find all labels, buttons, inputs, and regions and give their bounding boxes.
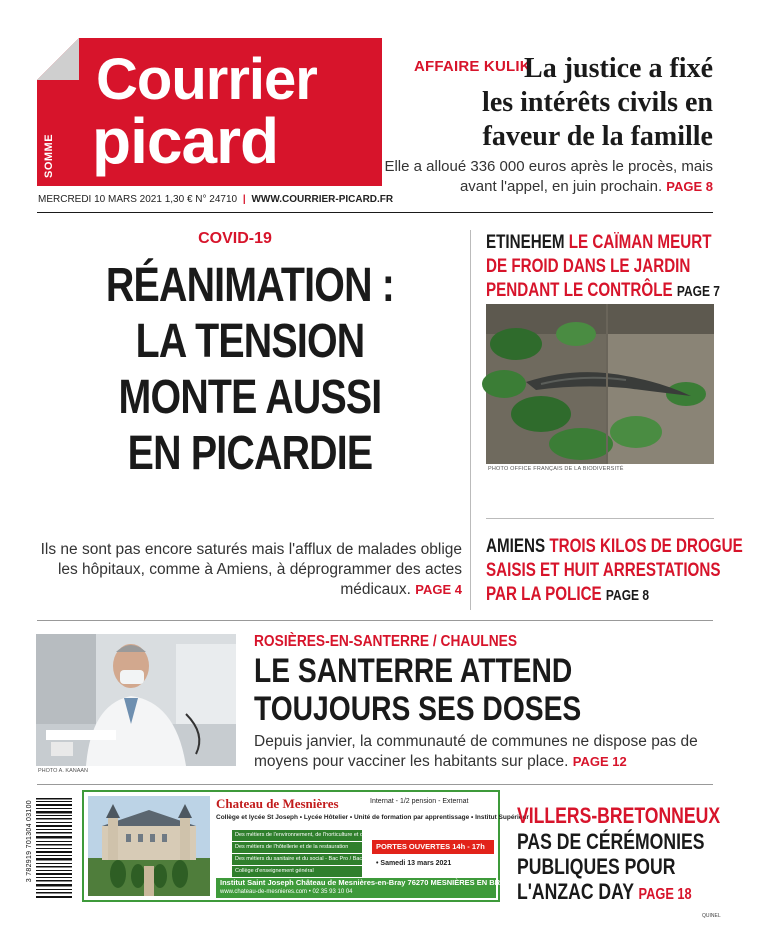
column-divider bbox=[470, 230, 471, 610]
kulik-page-ref[interactable]: PAGE 8 bbox=[666, 179, 713, 194]
etinehem-headline-line: DE FROID DANS LE JARDIN bbox=[486, 256, 691, 277]
santerre-headline[interactable] bbox=[254, 652, 581, 728]
santerre-photo-credit: PHOTO A. KANAAN bbox=[38, 768, 89, 774]
price-issue: 1,30 € N° 24710 bbox=[164, 194, 238, 205]
santerre-summary bbox=[254, 732, 714, 772]
amiens-story[interactable] bbox=[486, 535, 756, 608]
logo-fold-shadow bbox=[37, 38, 79, 80]
santerre-headline-line: LE SANTERRE ATTEND bbox=[254, 652, 573, 690]
website-link[interactable]: WWW.COURRIER-PICARD.FR bbox=[251, 194, 394, 205]
santerre-body-text: Depuis janvier, la communauté de communes ne dispose pas de moyens pour vacciner les habitants sur place. bbox=[254, 733, 698, 770]
top-divider bbox=[37, 212, 713, 213]
villers-page-ref: PAGE 18 bbox=[638, 886, 692, 903]
amiens-page-ref: PAGE 8 bbox=[605, 587, 650, 604]
covid-tag: COVID-19 bbox=[198, 230, 272, 247]
issue-date: MERCREDI 10 MARS 2021 bbox=[38, 194, 162, 205]
kulik-headline[interactable] bbox=[413, 52, 713, 154]
advert-footer-address: Institut Saint Joseph Château de Mesnières-en-Bray 76270 MESNIÈRES EN BRAY bbox=[220, 878, 510, 887]
advert-footer-contact: www.chateau-de-mesnieres.com • 02 35 93 10 04 bbox=[220, 889, 353, 895]
barcode bbox=[36, 796, 72, 900]
amiens-headline-line: TROIS KILOS DE DROGUE bbox=[549, 536, 743, 557]
kulik-headline-line: La justice a fixé bbox=[524, 53, 713, 84]
main-headline-line: EN PICARDIE bbox=[127, 427, 373, 480]
barcode-number: 3 782919 701304 03100 bbox=[26, 800, 33, 883]
villers-headline-line: PAS DE CÉRÉMONIES bbox=[517, 829, 705, 854]
main-summary bbox=[30, 540, 462, 600]
kulik-headline-line: les intérêts civils en bbox=[482, 87, 713, 118]
villers-headline-line: L'ANZAC DAY bbox=[517, 879, 634, 904]
dateline: MERCREDI 10 MARS 2021 1,30 € N° 24710 | WWW.COURRIER-PICARD.FR bbox=[38, 194, 394, 205]
advert-title: Chateau de Mesnières bbox=[216, 796, 339, 811]
main-page-ref[interactable]: PAGE 4 bbox=[415, 582, 462, 597]
santerre-tag: ROSIÈRES-EN-SANTERRE / CHAULNES bbox=[254, 633, 517, 650]
etinehem-headline-line: PENDANT LE CONTRÔLE bbox=[486, 280, 673, 301]
middle-divider bbox=[37, 620, 713, 621]
advert-open-days: PORTES OUVERTES 14h - 17h bbox=[372, 840, 494, 854]
main-headline[interactable] bbox=[40, 258, 460, 482]
advert-schools: Collège et lycée St Joseph • Lycée Hôtelier • Unité de formation par apprentissage • Institut Supérieur bbox=[216, 814, 529, 821]
villers-headline-line: PUBLIQUES POUR bbox=[517, 854, 676, 879]
edition-label: SOMME bbox=[43, 133, 55, 178]
kulik-summary bbox=[373, 157, 713, 197]
logo-text-courrier: Courrier bbox=[96, 47, 317, 112]
etinehem-story[interactable] bbox=[486, 231, 746, 304]
kulik-tag: AFFAIRE KULIK bbox=[414, 58, 531, 75]
main-headline-line: LA TENSION bbox=[135, 315, 365, 368]
advert-item: Des métiers de l'environnement, de l'horticulture et de la forêt bbox=[232, 830, 362, 841]
chateau-advert[interactable] bbox=[82, 790, 529, 902]
etinehem-page-ref: PAGE 7 bbox=[676, 283, 720, 300]
main-headline-line: RÉANIMATION : bbox=[105, 259, 395, 312]
caiman-photo[interactable] bbox=[486, 304, 714, 464]
bottom-divider bbox=[37, 784, 713, 785]
advert-item: Des métiers de l'hôtellerie et de la restauration bbox=[232, 842, 362, 853]
amiens-headline-line: SAISIS ET HUIT ARRESTATIONS bbox=[486, 560, 721, 581]
amiens-headline-line: PAR LA POLICE bbox=[486, 584, 602, 605]
santerre-headline-line: TOUJOURS SES DOSES bbox=[254, 690, 582, 728]
advert-item: Des métiers du sanitaire et du social - Bac Pro / Bac ST2S bbox=[232, 854, 362, 865]
logo-text-picard: picard bbox=[92, 105, 279, 177]
kulik-body-text: Elle a alloué 336 000 euros après le procès, mais avant l'appel, en juin prochain. bbox=[384, 158, 713, 195]
santerre-photo[interactable] bbox=[36, 634, 236, 766]
amiens-city: AMIENS bbox=[486, 536, 546, 557]
santerre-page-ref[interactable]: PAGE 12 bbox=[572, 754, 627, 769]
main-headline-line: MONTE AUSSI bbox=[118, 371, 382, 424]
etinehem-city: ETINEHEM bbox=[486, 232, 565, 253]
etinehem-headline-line: LE CAÏMAN MEURT bbox=[568, 232, 712, 253]
advert-subtitle: Internat - 1/2 pension - Externat bbox=[370, 798, 469, 805]
chateau-photo bbox=[88, 796, 210, 896]
advert-item: Collège d'enseignement général bbox=[232, 866, 362, 877]
advert-open-date: • Samedi 13 mars 2021 bbox=[376, 860, 452, 867]
kulik-headline-line: faveur de la famille bbox=[482, 121, 713, 152]
villers-story[interactable] bbox=[517, 802, 771, 907]
villers-tag: VILLERS-BRETONNEUX bbox=[517, 803, 721, 828]
printer-mark: QUINEL bbox=[702, 913, 721, 919]
advert-footer bbox=[216, 878, 510, 898]
side-divider bbox=[486, 518, 714, 519]
caiman-photo-credit: PHOTO OFFICE FRANÇAIS DE LA BIODIVERSITÉ bbox=[488, 466, 624, 472]
main-body-text: Ils ne sont pas encore saturés mais l'afflux de malades oblige les hôpitaux, comme à Amiens, à déprogrammer des actes médicaux. bbox=[40, 541, 462, 598]
